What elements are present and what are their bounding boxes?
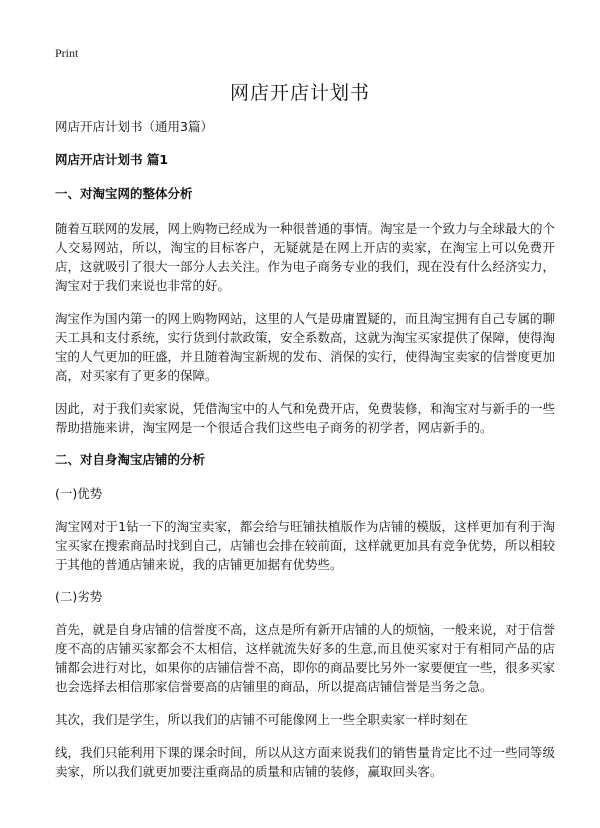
disadvantage-paragraph-2: 其次，我们是学生，所以我们的店铺不可能像网上一些全职卖家一样时刻在 [55,712,468,727]
advantage-label: (一)优势 [55,486,103,501]
disadvantage-label: (二)劣势 [55,589,103,604]
section1-paragraph-2: 淘宝作为国内第一的网上购物网站，这里的人气是毋庸置疑的，而且淘宝拥有自己专属的聊天工具和支付系统，实行货到付款政策，安全系数高，这就为淘宝买家提供了保障，使得淘宝的人气更加的旺盛，并且随着淘宝新规的发布、消保的实行，使得淘宝卖家的信誉度更加高，对买家有了更多的保障。 [55,311,556,383]
advantage-paragraph: 淘宝网对于1钻一下的淘宝卖家，都会给与旺铺扶植版作为店铺的模版，这样更加有利于淘宝买家在搜索商品时找到自己，店铺也会排在较前面，这样就更加具有竞争优势，所以相较于其他的普通店铺来说，我的店铺更加据有优势些。 [55,519,556,572]
print-link[interactable]: Print [55,46,79,60]
article-heading: 网店开店计划书 篇1 [55,152,169,167]
section1-paragraph-3: 因此，对于我们卖家说，凭借淘宝中的人气和免费开店，免费装修，和淘宝对与新手的一些帮助措施来讲，淘宝网是一个很适合我们这些电子商务的初学者，网店新手的。 [55,401,556,435]
document-subtitle: 网店开店计划书（通用3篇） [55,119,213,134]
disadvantage-paragraph-1: 首先，就是自身店铺的信誉度不高，这点是所有新开店铺的人的烦恼，一般来说，对于信誉度不高的店铺买家都会不太相信，这样就流失好多的生意,而且使买家对于有相同产品的店铺都会进行对比，如果你的店铺信誉不高，即你的商品要比另外一家要便宜一些，很多买家也会选择去相信那家信誉要高的店铺里的商品，所以提高店铺信誉是当务之急。 [55,622,556,694]
disadvantage-paragraph-3: 线，我们只能利用下课的课余时间，所以从这方面来说我们的销售量肯定比不过一些同等级卖家，所以我们就更加要注重商品的质量和店铺的装修，赢取回头客。 [55,745,556,779]
document-body [55,118,555,791]
section1-heading: 一、对淘宝网的整体分析 [55,186,193,201]
document-title: 网店开店计划书 [229,82,370,104]
section2-heading: 二、对自身淘宝店铺的分析 [55,452,206,467]
section1-paragraph-1: 随着互联网的发展，网上购物已经成为一种很普通的事情。淘宝是一个致力与全球最大的个人交易网站，所以，淘宝的目标客户，无疑就是在网上开店的卖家，在淘宝上可以免费开店，这就吸引了很大一部分人去关注。作为电子商务专业的我们，现在没有什么经济实力，淘宝对于我们来说也非常的好。 [55,221,556,293]
